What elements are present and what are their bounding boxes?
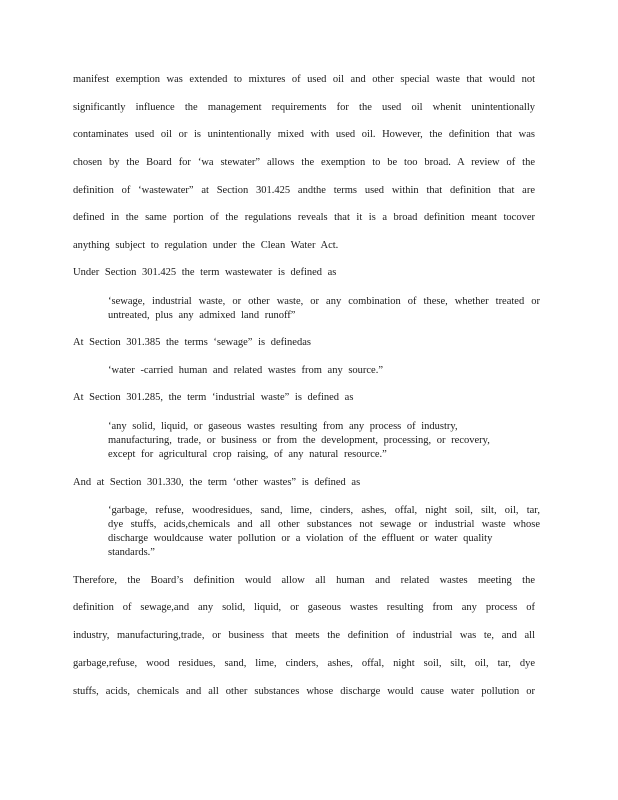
quote-line: discharge wouldcause water pollution or a violation of the effluent or water quality (108, 533, 493, 544)
body-line: chosen by the Board for ‘wa stewater” allows the exemption to be too broad. A review of the (73, 157, 535, 168)
quote-line: manufacturing, trade, or business or from the development, processing, or recovery, (108, 435, 490, 446)
body-line: contaminates used oil or is unintentionally mixed with used oil. However, the definition that was (73, 129, 535, 140)
body-line: garbage,refuse, wood residues, sand, lime, cinders, ashes, offal, night soil, silt, oil, tar, dye (73, 658, 535, 669)
section-intro: At Section 301.285, the term ‘industrial waste” is defined as (73, 392, 354, 403)
section-intro: And at Section 301.330, the term ‘other wastes” is defined as (73, 477, 361, 488)
body-line: significantly influence the management requirements for the used oil whenit unintentionally (73, 102, 535, 113)
body-line: anything subject to regulation under the Clean Water Act. (73, 240, 339, 251)
quote-line: standards.” (108, 547, 155, 558)
quote-line: ‘sewage, industrial waste, or other waste, or any combination of these, whether treated or (108, 296, 540, 307)
body-line: Therefore, the Board’s definition would allow all human and related wastes meeting the (73, 575, 535, 586)
quote-line: ‘any solid, liquid, or gaseous wastes resulting from any process of industry, (108, 421, 458, 432)
quote-line: ‘water -carried human and related wastes from any source.” (108, 365, 384, 376)
body-line: defined in the same portion of the regulations reveals that it is a broad definition meant tocover (73, 212, 535, 223)
section-intro: At Section 301.385 the terms ‘sewage” is definedas (73, 337, 311, 348)
quote-line: ‘garbage, refuse, woodresidues, sand, lime, cinders, ashes, offal, night soil, silt, oil, tar, (108, 505, 540, 516)
quote-line: untreated, plus any admixed land runoff” (108, 310, 296, 321)
quote-line: dye stuffs, acids,chemicals and all other substances not sewage or industrial waste whose (108, 519, 540, 530)
body-line: manifest exemption was extended to mixtures of used oil and other special waste that would not (73, 74, 535, 85)
section-intro: Under Section 301.425 the term wastewater is defined as (73, 267, 337, 278)
body-line: industry, manufacturing,trade, or business that meets the definition of industrial was te, and all (73, 630, 535, 641)
body-line: stuffs, acids, chemicals and all other substances whose discharge would cause water pollution or (73, 686, 535, 697)
quote-line: except for agricultural crop raising, of any natural resource.” (108, 449, 387, 460)
body-line: definition of ‘wastewater” at Section 301.425 andthe terms used within that definition that are (73, 185, 535, 196)
body-line: definition of sewage,and any solid, liquid, or gaseous wastes resulting from any process of (73, 602, 535, 613)
